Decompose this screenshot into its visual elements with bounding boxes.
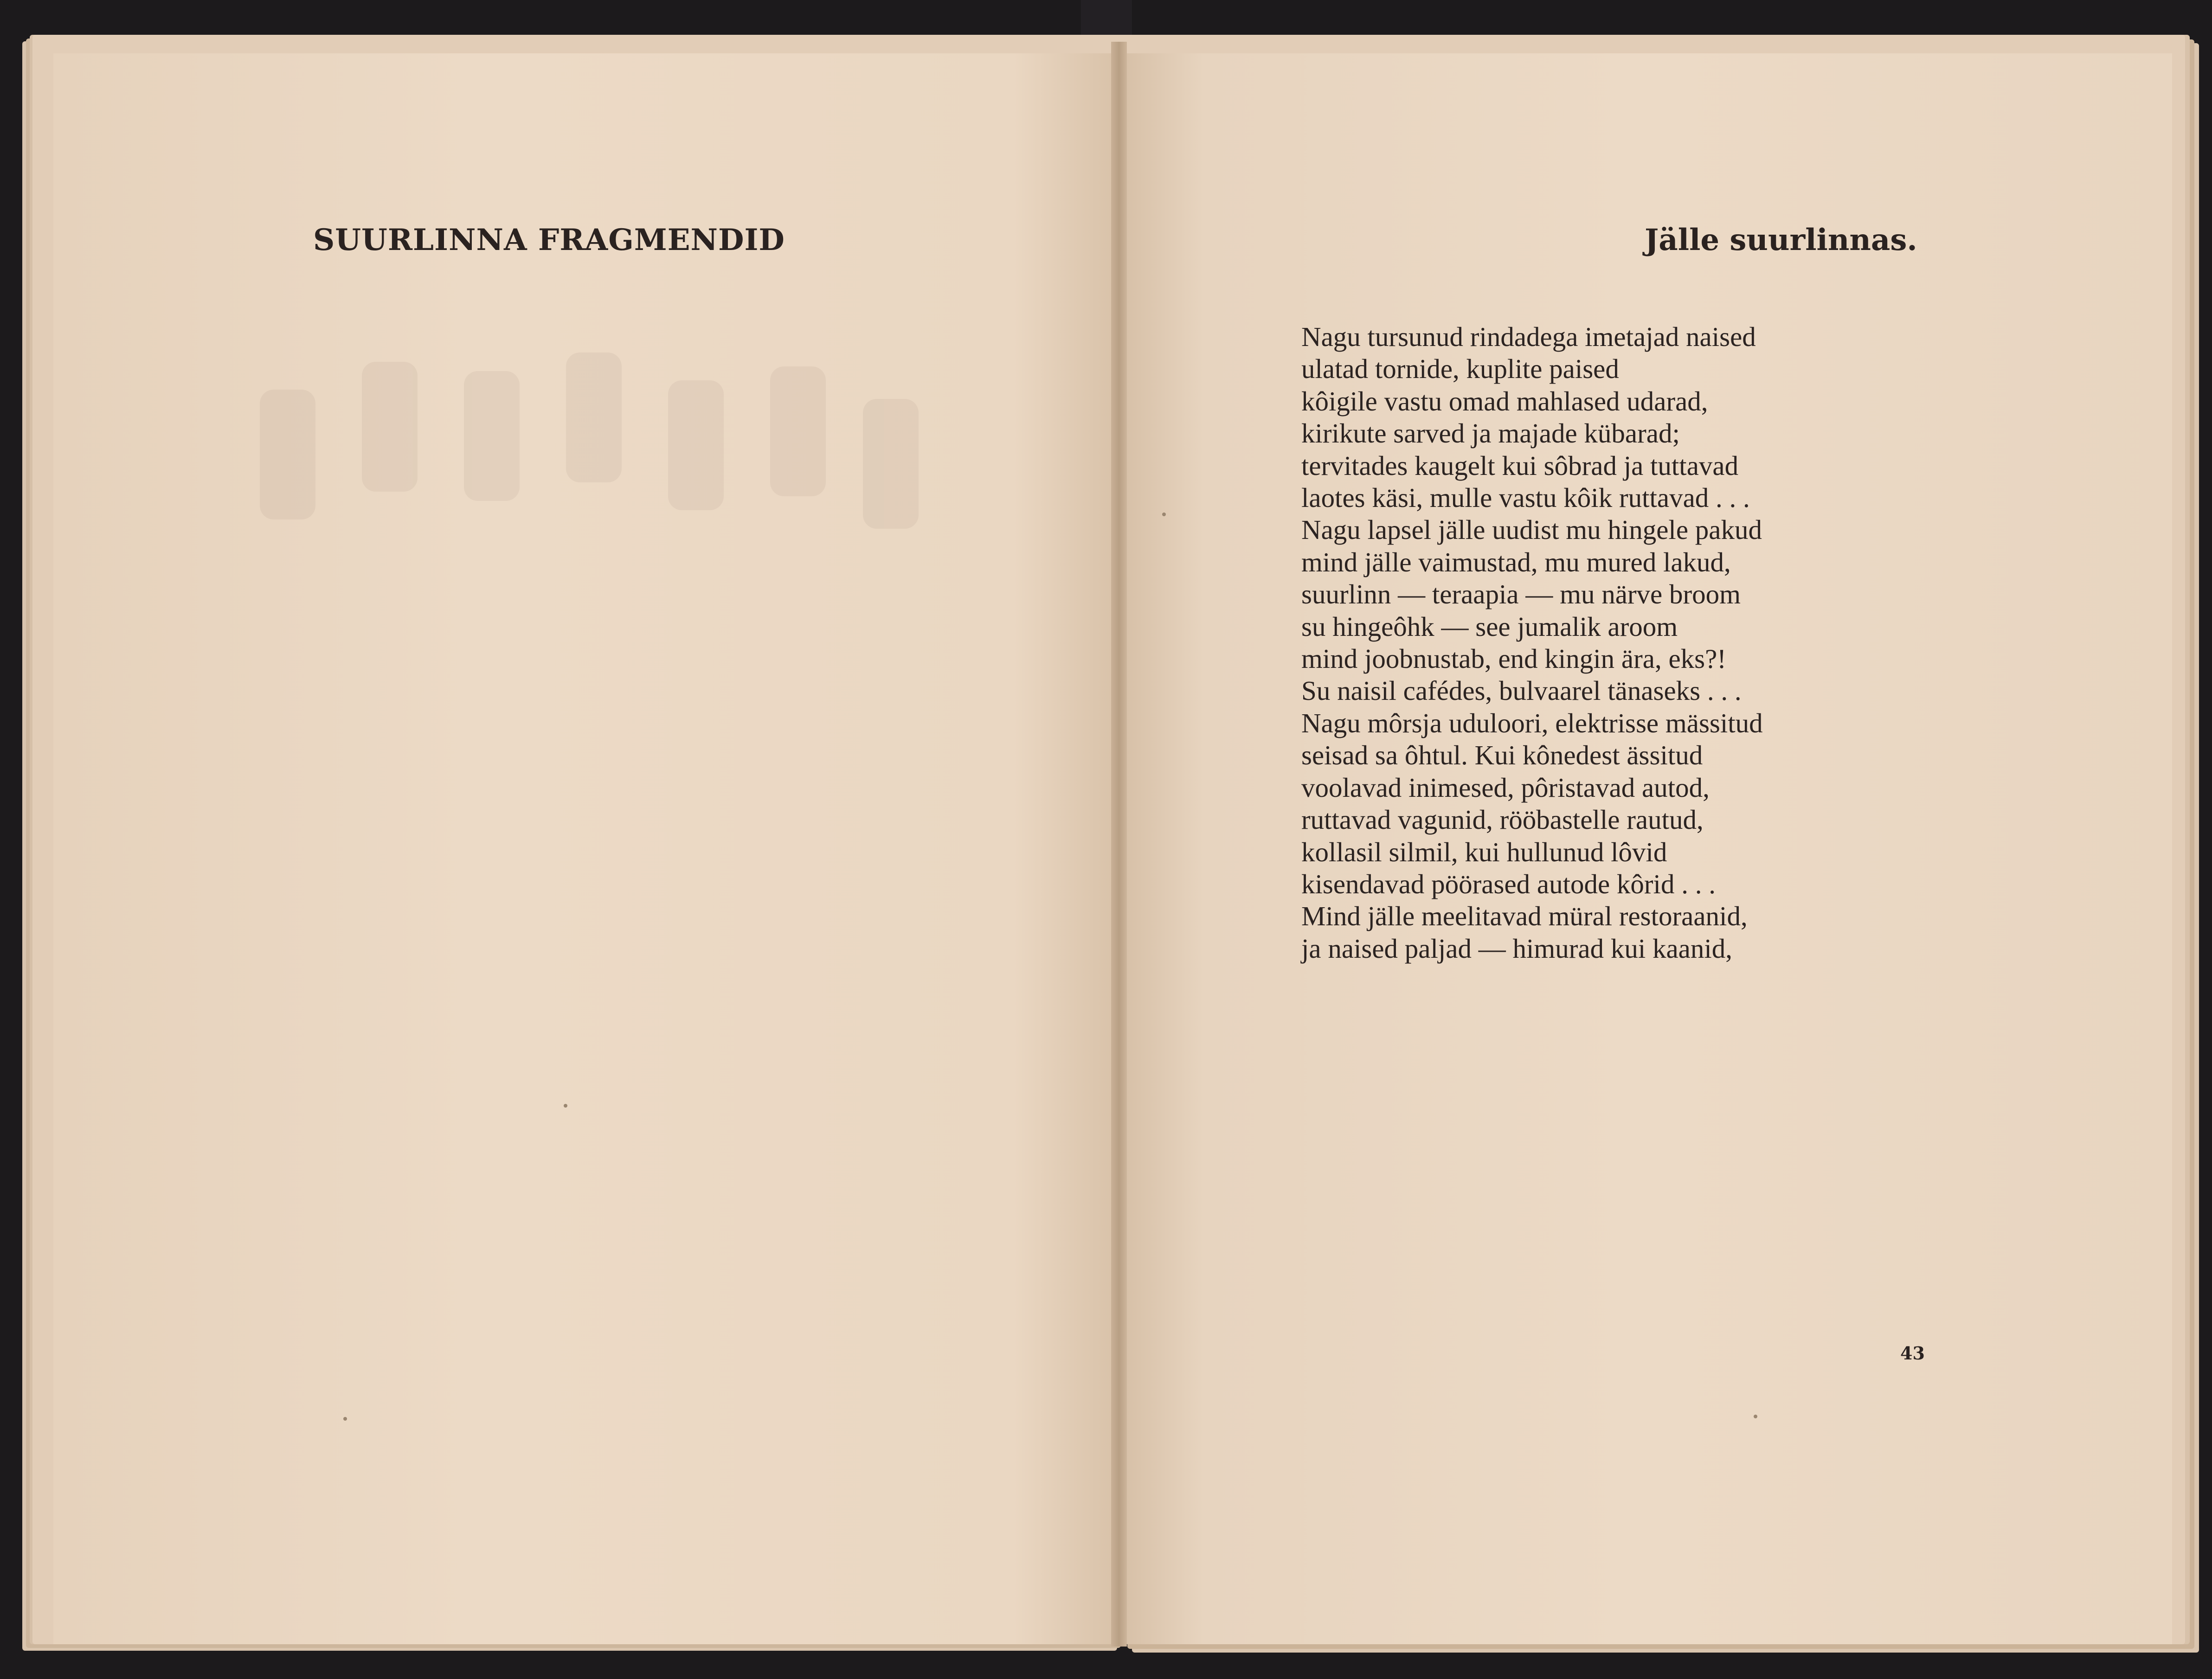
running-head: SUURLINNA FRAGMENDID xyxy=(313,223,785,257)
poem-line: suurlinn — teraapia — mu närve broom xyxy=(1301,579,1741,610)
poem-line: tervitades kaugelt kui sôbrad ja tuttavad xyxy=(1301,450,1739,481)
paper-speck xyxy=(343,1417,347,1421)
poem-body xyxy=(1301,321,1895,965)
poem-line: mind jälle vaimustad, mu mured lakud, xyxy=(1301,546,1731,577)
poem-line: mind joobnustab, end kingin ära, eks?! xyxy=(1301,643,1726,674)
poem-line: kirikute sarved ja majade kübarad; xyxy=(1301,418,1680,449)
poem-line: ulatad tornide, kuplite paised xyxy=(1301,353,1619,385)
poem-line: kisendavad pöörased autode kôrid . . . xyxy=(1301,868,1716,899)
poem-line: kôigile vastu omad mahlased udarad, xyxy=(1301,385,1708,417)
left-page xyxy=(53,53,1120,1644)
poem-line: seisad sa ôhtul. Kui kônedest ässitud xyxy=(1301,740,1703,771)
poem-line: Nagu tursunud rindadega imetajad naised xyxy=(1301,321,1756,352)
poem-line: Nagu lapsel jälle uudist mu hingele pakud xyxy=(1301,514,1762,545)
poem-line: Nagu môrsja uduloori, elektrisse mässitud xyxy=(1301,707,1763,738)
poem-line: ruttavad vagunid, rööbastelle rautud, xyxy=(1301,804,1704,835)
poem-line: kollasil silmil, kui hullunud lôvid xyxy=(1301,836,1667,867)
poem-line: Mind jälle meelitavad müral restoraanid, xyxy=(1301,901,1748,932)
book-gutter xyxy=(1111,42,1127,1647)
paper-speck xyxy=(564,1104,567,1108)
poem-line: ja naised paljad — himurad kui kaanid, xyxy=(1301,933,1732,964)
paper-speck xyxy=(1754,1415,1757,1418)
poem-line: laotes käsi, mulle vastu kôik ruttavad . . . xyxy=(1301,482,1750,513)
poem-line: Su naisil cafédes, bulvaarel tänaseks . . . xyxy=(1301,675,1742,706)
poem-line: su hingeôhk — see jumalik aroom xyxy=(1301,611,1678,642)
show-through-ghost xyxy=(260,334,956,635)
poem-line: voolavad inimesed, pôristavad autod, xyxy=(1301,772,1710,803)
page-number: 43 xyxy=(1900,1343,1925,1364)
poem-title: Jälle suurlinnas. xyxy=(1645,223,1917,257)
paper-speck xyxy=(1162,513,1166,516)
